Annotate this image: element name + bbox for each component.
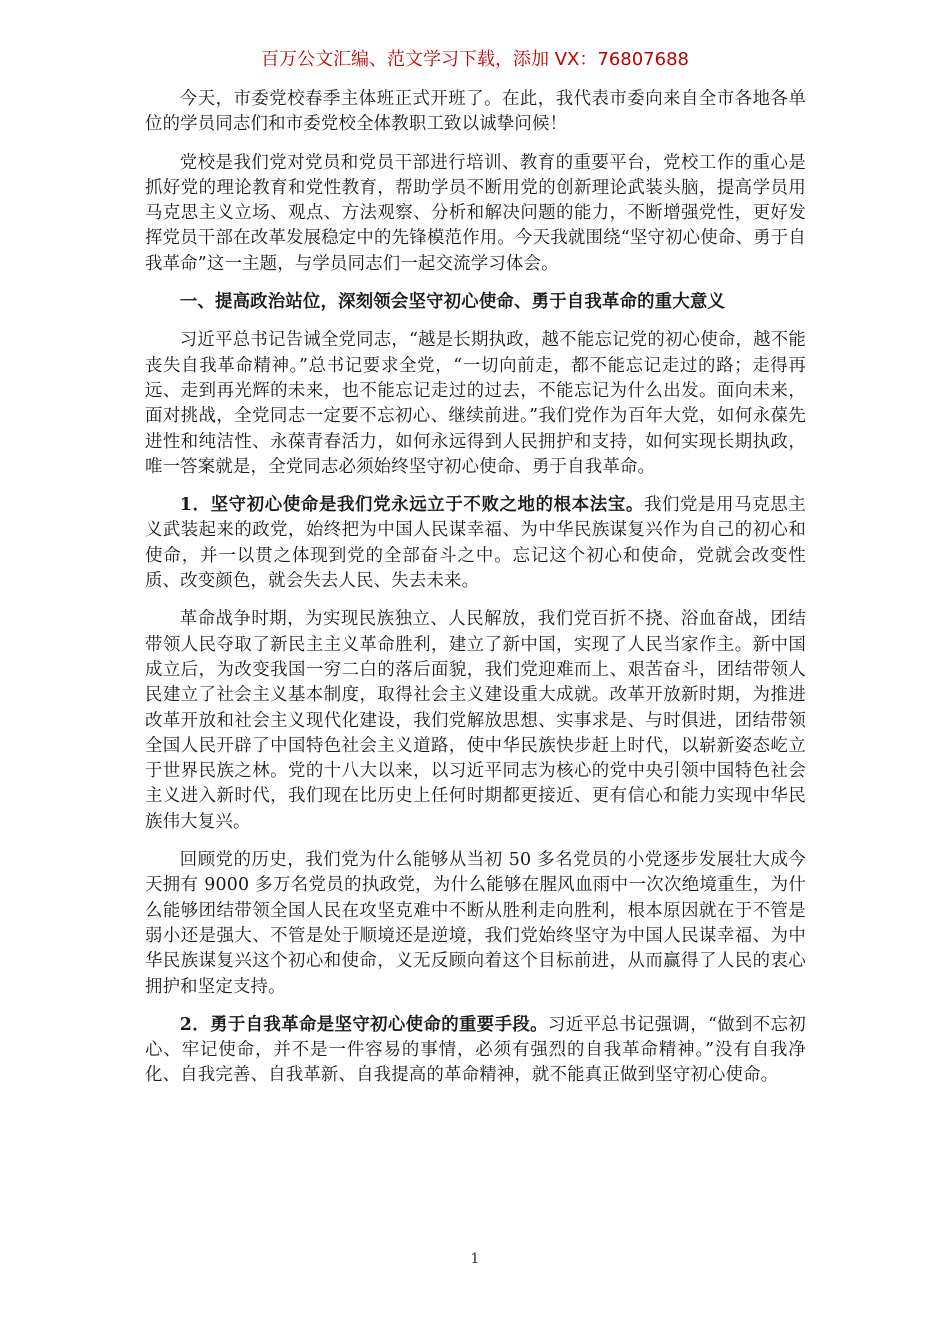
paragraph-5: 革命战争时期，为实现民族独立、人民解放，我们党百折不挠、浴血奋战，团结带领人民夺取了新民主主义革命胜利，建立了新中国，实现了人民当家作主。新中国成立后，为改变我国一穷二白的落后面貌，我们党迎难而上、艰苦奋斗，团结带领人民建立了社会主义基本制度，取得社会主义建设重大成就。改革开放新时期，为推进改革开放和社会主义现代化建设，我们党解放思想、实事求是、与时俱进，团结带领全国人民开辟了中国特色社会主义道路，使中华民族快步赶上时代，以崭新姿态屹立于世界民族之林。党的十八大以来，以习近平同志为核心的党中央引领中国特色社会主义进入新时代，我们现在比历史上任何时期都更接近、更有信心和能力实现中华民族伟大复兴。 (145, 609, 806, 832)
point-2-text: 习近平总书记强调，“做到不忘初心、牢记使命，并不是一件容易的事情，必须有强烈的自我革命精神。”没有自我净化、自我完善、自我革新、自我提高的革命精神，就不能真正做到坚守初心使命。 (145, 1014, 806, 1086)
document-body (145, 87, 806, 1102)
paragraph-4 (145, 493, 806, 594)
paragraph-1: 今天，市委党校春季主体班正式开班了。在此，我代表市委向来自全市各地各单位的学员同志们和市委党校全体教职工致以诚挚问候！ (145, 89, 806, 135)
point-1-text: 我们党是用马克思主义武装起来的政党，始终把为中国人民谋幸福、为中华民族谋复兴作为自己的初心和使命，并一以贯之体现到党的全部奋斗之中。忘记这个初心和使命，党就会改变性质、改变颜色，就会失去人民、失去未来。 (145, 495, 806, 592)
point-1-lead: 1．坚守初心使命是我们党永远立于不败之地的根本法宝。 (179, 495, 644, 516)
point-2-lead: 2．勇于自我革命是坚守初心使命的重要手段。 (179, 1014, 548, 1035)
page-number: 1 (470, 1251, 480, 1267)
section-heading-1: 一、提高政治站位，深刻领会坚守初心使命、勇于自我革命的重大意义 (179, 292, 726, 313)
paragraph-2: 党校是我们党对党员和党员干部进行培训、教育的重要平台，党校工作的重心是抓好党的理论教育和党性教育，帮助学员不断用党的创新理论武装头脑，提高学员用马克思主义立场、观点、方法观察、分析和解决问题的能力，不断增强党性，更好发挥党员干部在改革发展稳定中的先锋模范作用。今天我就围绕“坚守初心使命、勇于自我革命”这一主题，与学员同志们一起交流学习体会。 (145, 152, 806, 274)
header-banner: 百万公文汇编、范文学习下载，添加 VX：76807688 (261, 49, 689, 70)
paragraph-7 (145, 1013, 806, 1089)
paragraph-6: 回顾党的历史，我们党为什么能够从当初 50 多名党员的小党逐步发展壮大成今天拥有 9000 多万名党员的执政党，为什么能够在腥风血雨中一次次绝境重生，为什么能够团结带领全国人民在攻坚克难中不断从胜利走向胜利，根本原因就在于不管是弱小还是强大、不管是处于顺境还是逆境，我们党始终坚守为中国人民谋幸福、为中华民族谋复兴这个初心和使命，义无反顾向着这个目标前进，从而赢得了人民的衷心拥护和坚定支持。 (145, 850, 806, 997)
paragraph-3: 习近平总书记告诫全党同志，“越是长期执政，越不能忘记党的初心使命，越不能丧失自我革命精神。”总书记要求全党，“一切向前走，都不能忘记走过的路；走得再远、走到再光辉的未来，也不能忘记走过的过去，不能忘记为什么出发。面向未来，面对挑战，全党同志一定要不忘初心、继续前进。”我们党作为百年大党，如何永葆先进性和纯洁性、永葆青春活力，如何永远得到人民拥护和支持，如何实现长期执政，唯一答案就是，全党同志必须始终坚守初心使命、勇于自我革命。 (145, 330, 806, 477)
